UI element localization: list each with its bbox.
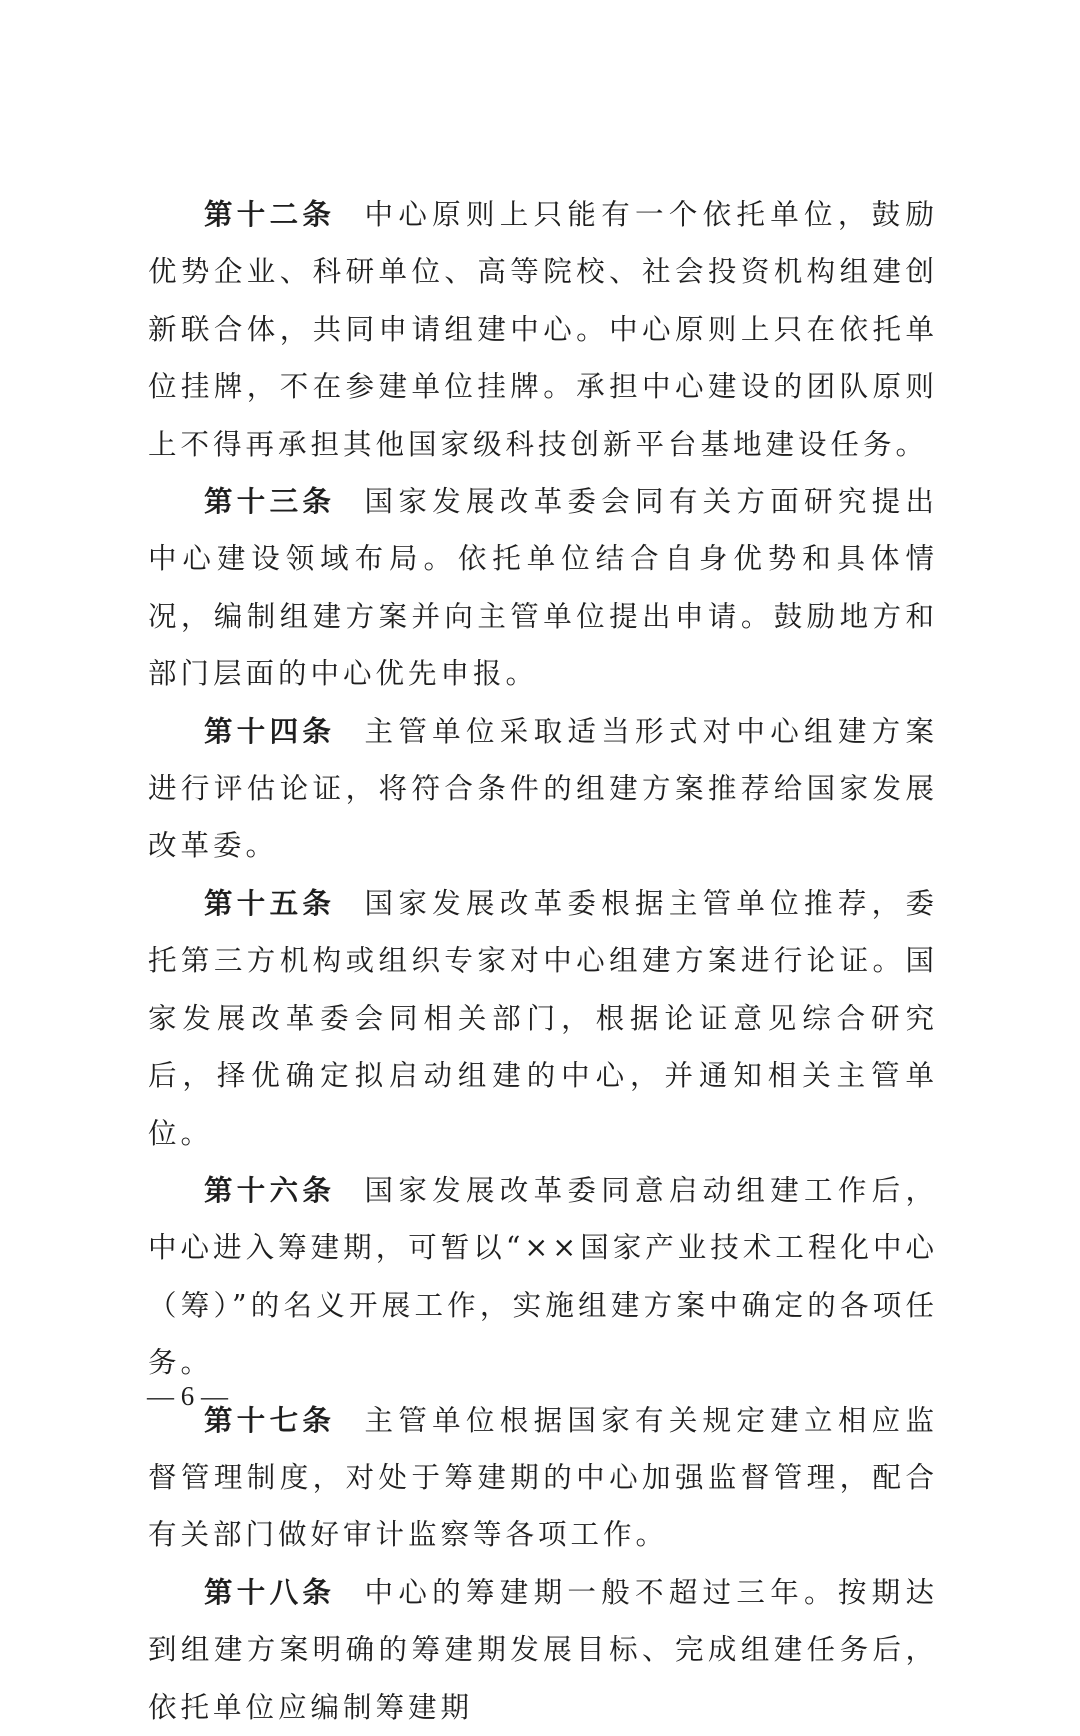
article-title: 第十七条 (204, 1403, 336, 1437)
article-17 (148, 1392, 938, 1564)
article-title: 第十五条 (204, 886, 336, 920)
article-15 (148, 875, 938, 1162)
article-text: 中心原则上只能有一个依托单位，鼓励优势企业、科研单位、高等院校、社会投资机构组建创新联合体，共同申请组建中心。中心原则上只在依托单位挂牌，不在参建单位挂牌。承担中心建设的团队原则上不得再承担其他国家级科技创新平台基地建设任务。 (148, 198, 938, 461)
article-text: 国家发展改革委会同有关方面研究提出中心建设领域布局。依托单位结合自身优势和具体情况，编制组建方案并向主管单位提出申请。鼓励地方和部门层面的中心优先申报。 (148, 485, 938, 691)
article-12 (148, 186, 938, 473)
article-text: 国家发展改革委同意启动组建工作后，中心进入筹建期，可暂以“××国家产业技术工程化中心（筹）”的名义开展工作，实施组建方案中确定的各项任务。 (148, 1173, 938, 1380)
article-14 (148, 703, 938, 875)
page-number: — 6 — (147, 1381, 228, 1411)
article-title: 第十六条 (204, 1173, 336, 1207)
article-text: 主管单位根据国家有关规定建立相应监督管理制度，对处于筹建期的中心加强监督管理，配合有关部门做好审计监察等各项工作。 (148, 1403, 938, 1552)
article-title: 第十二条 (204, 198, 336, 231)
article-18 (148, 1564, 938, 1736)
article-16 (148, 1162, 938, 1392)
article-text: 主管单位采取适当形式对中心组建方案进行评估论证，将符合条件的组建方案推荐给国家发展改革委。 (148, 714, 938, 863)
article-13 (148, 473, 938, 703)
article-title: 第十四条 (204, 714, 336, 748)
article-title: 第十八条 (204, 1575, 336, 1609)
article-text: 中心的筹建期一般不超过三年。按期达到组建方案明确的筹建期发展目标、完成组建任务后，依托单位应编制筹建期 (148, 1575, 938, 1724)
article-title: 第十三条 (204, 485, 336, 519)
article-text: 国家发展改革委根据主管单位推荐，委托第三方机构或组织专家对中心组建方案进行论证。国家发展改革委会同相关部门，根据论证意见综合研究后，择优确定拟启动组建的中心，并通知相关主管单位。 (148, 886, 938, 1150)
document-body (148, 186, 938, 1736)
